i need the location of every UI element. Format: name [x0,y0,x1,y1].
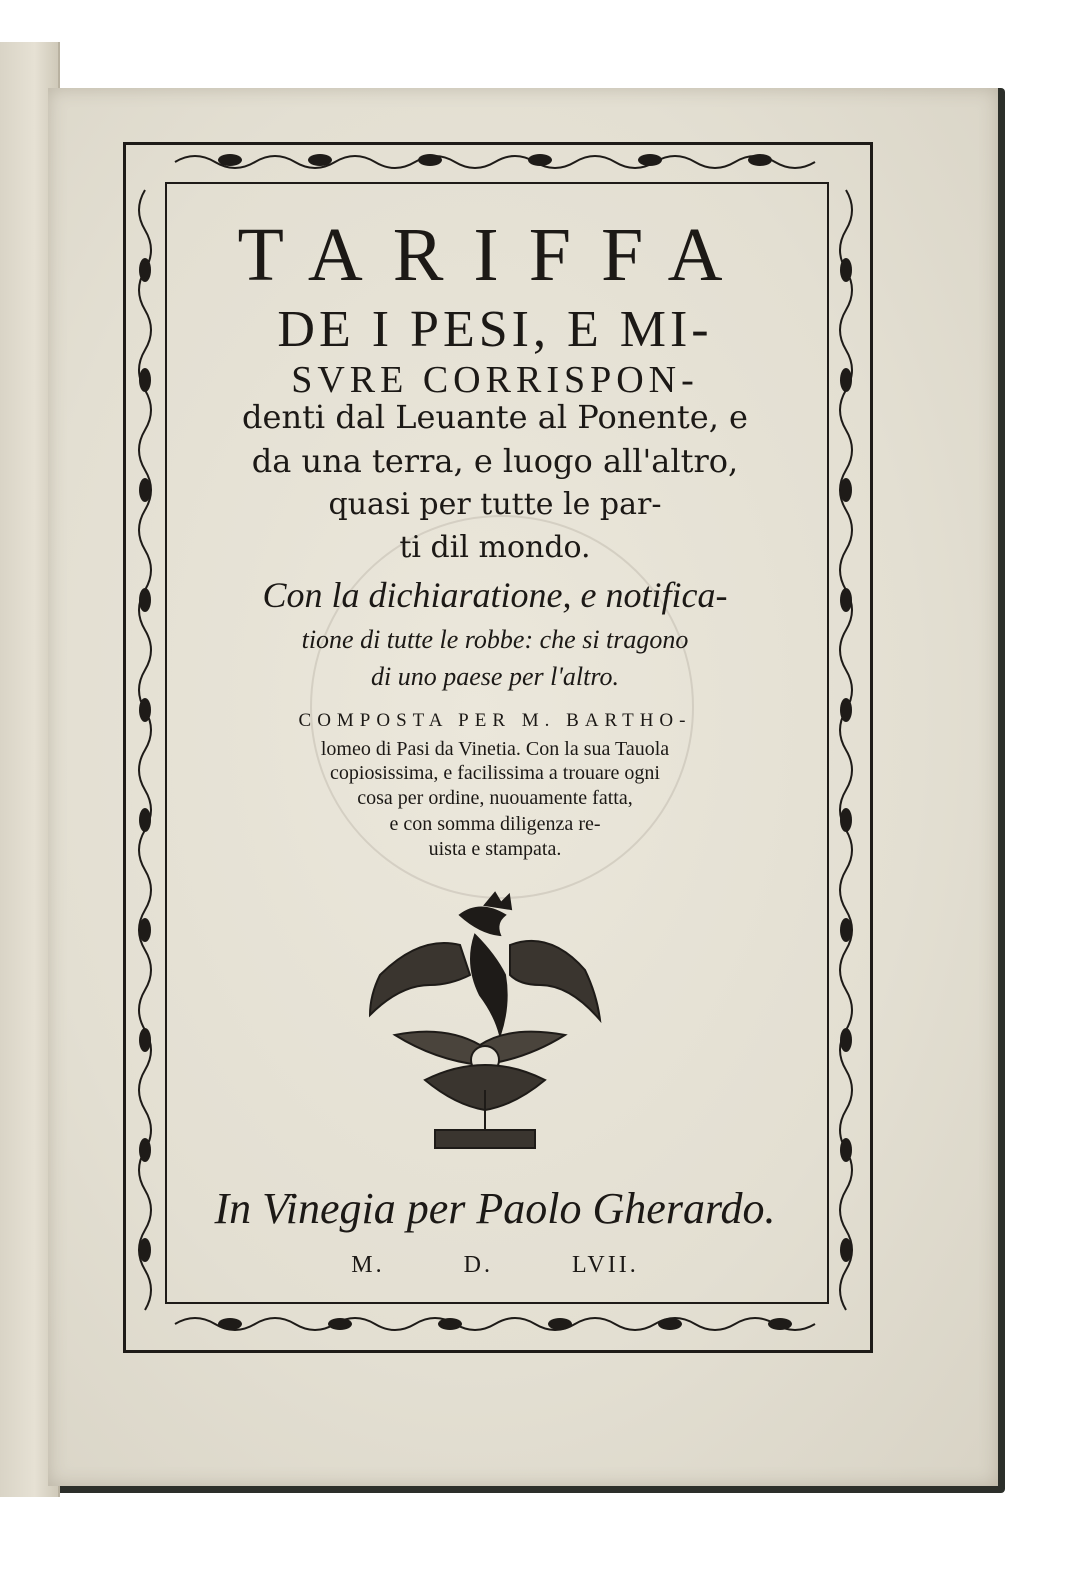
title-line-3: SVRE CORRISPON- [291,359,699,401]
text-line-6: quasi per tutte le par- [328,487,662,522]
eagle-device-icon [365,885,605,1165]
author-line-3: copiosissima, e facilissima a trouare ogni [330,762,660,784]
author-line-2: lomeo di Pasi da Vinetia. Con la sua Tauola [320,738,670,760]
italic-line-2: tione di tutte le robbe: che si tragono [301,625,689,654]
text-line-4: denti dal Leuante al Ponente, e [242,398,748,436]
italic-line-3: di uno paese per l'altro. [371,662,619,691]
italic-line-1: Con la dichiaratione, e notifica- [262,575,728,615]
imprint-line: In Vinegia per Paolo Gherardo. [214,1184,776,1233]
author-line-4: cosa per ordine, nuouamente fatta, [357,787,633,809]
author-line-5: e con somma diligenza re- [389,813,601,835]
title-line-2: DE I PESI, E MI- [277,301,713,358]
author-line-6: uista e stampata. [428,838,562,860]
text-line-7: ti dil mondo. [399,530,591,565]
title-tariffa: TARIFFA [237,213,753,297]
text-line-5: da una terra, e luogo all'altro, [251,442,739,480]
author-line-1: COMPOSTA PER M. BARTHO- [298,710,692,731]
publication-date: M. D. LVII. [351,1252,639,1278]
